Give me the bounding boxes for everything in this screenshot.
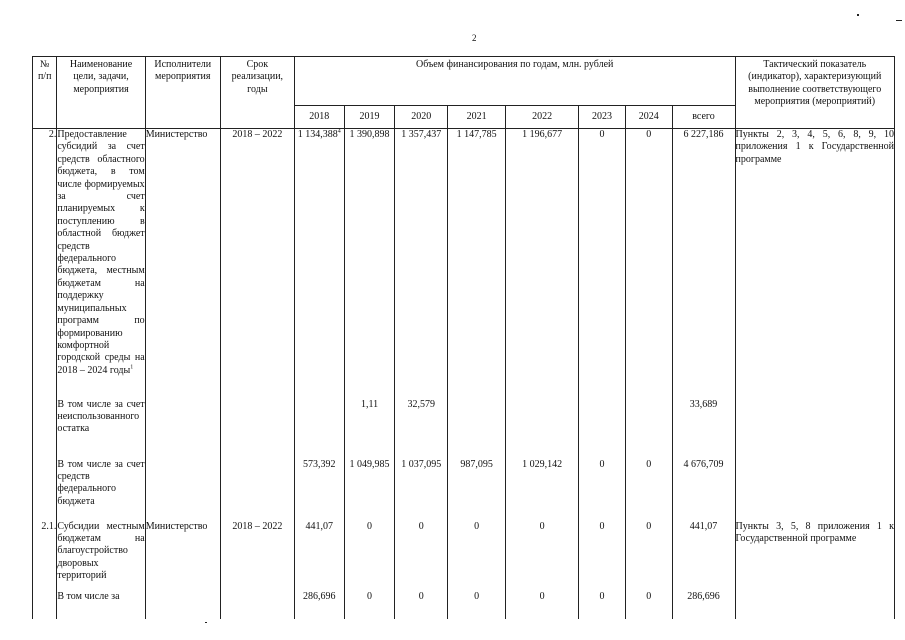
row-number bbox=[33, 399, 57, 459]
term bbox=[220, 459, 294, 521]
total-header: всего bbox=[672, 106, 735, 129]
executor bbox=[145, 459, 220, 521]
value-2023 bbox=[579, 399, 626, 459]
indicator bbox=[735, 399, 895, 459]
value-2019: 1 390,898 bbox=[344, 129, 395, 399]
value-2024: 0 bbox=[625, 459, 672, 521]
value-2019: 0 bbox=[344, 591, 395, 619]
table-row bbox=[33, 129, 895, 399]
table-row bbox=[33, 459, 895, 521]
value-2024: 0 bbox=[625, 521, 672, 591]
year-header: 2022 bbox=[506, 106, 579, 129]
value-2021: 987,095 bbox=[448, 459, 506, 521]
value-2018 bbox=[294, 129, 344, 399]
value-total: 4 676,709 bbox=[672, 459, 735, 521]
year-header: 2019 bbox=[344, 106, 395, 129]
value-2018: 441,07 bbox=[294, 521, 344, 591]
value-2024 bbox=[625, 399, 672, 459]
measure-name: В том числе за счет средств федерального бюджета bbox=[57, 459, 145, 521]
value-2019: 1 049,985 bbox=[344, 459, 395, 521]
value-2023: 0 bbox=[579, 129, 626, 399]
header-indicator: Тактический показатель (индикатор), характеризующий выполнение соответствующего мероприятия (мероприятий) bbox=[735, 57, 895, 129]
row-number bbox=[33, 591, 57, 619]
indicator bbox=[735, 591, 895, 619]
value-2019: 1,11 bbox=[344, 399, 395, 459]
value-2022 bbox=[506, 399, 579, 459]
scan-speck bbox=[896, 20, 902, 21]
header-name: Наименование цели, задачи, мероприятия bbox=[57, 57, 145, 129]
value-2020: 0 bbox=[395, 591, 448, 619]
term: 2018 – 2022 bbox=[220, 521, 294, 591]
value-text: 1 134,388 bbox=[297, 129, 338, 140]
measure-name bbox=[57, 129, 145, 399]
row-number: 2. bbox=[33, 129, 57, 399]
value-total: 441,07 bbox=[672, 521, 735, 591]
year-header: 2023 bbox=[579, 106, 626, 129]
header-row bbox=[33, 57, 895, 106]
value-2018: 573,392 bbox=[294, 459, 344, 521]
indicator bbox=[735, 459, 895, 521]
measure-name: В том числе за bbox=[57, 591, 145, 619]
value-2022: 1 196,677 bbox=[506, 129, 579, 399]
value-2023: 0 bbox=[579, 591, 626, 619]
value-2018: 286,696 bbox=[294, 591, 344, 619]
value-total: 33,689 bbox=[672, 399, 735, 459]
year-header: 2018 bbox=[294, 106, 344, 129]
scan-speck bbox=[205, 622, 207, 623]
value-2021: 0 bbox=[448, 521, 506, 591]
term bbox=[220, 399, 294, 459]
value-2020: 1 037,095 bbox=[395, 459, 448, 521]
table-row bbox=[33, 591, 895, 619]
row-number bbox=[33, 459, 57, 521]
value-total: 286,696 bbox=[672, 591, 735, 619]
value-2020: 32,579 bbox=[395, 399, 448, 459]
executor bbox=[145, 399, 220, 459]
year-header: 2021 bbox=[448, 106, 506, 129]
value-2019: 0 bbox=[344, 521, 395, 591]
value-2021: 1 147,785 bbox=[448, 129, 506, 399]
term: 2018 – 2022 bbox=[220, 129, 294, 399]
table-row bbox=[33, 521, 895, 591]
value-2023: 0 bbox=[579, 521, 626, 591]
value-total: 6 227,186 bbox=[672, 129, 735, 399]
scan-speck bbox=[857, 14, 859, 16]
value-2024: 0 bbox=[625, 129, 672, 399]
indicator: Пункты 3, 5, 8 приложения 1 к Государственной программе bbox=[735, 521, 895, 591]
header-term: Срок реализации, годы bbox=[220, 57, 294, 129]
executor bbox=[145, 591, 220, 619]
value-2020: 0 bbox=[395, 521, 448, 591]
value-2018 bbox=[294, 399, 344, 459]
header-num: № п/п bbox=[33, 57, 57, 129]
footnote-mark: 1 bbox=[130, 364, 134, 371]
page-number: 2 bbox=[472, 33, 477, 43]
footnote-mark: 4 bbox=[337, 128, 341, 135]
measure-name: В том числе за счет неиспользованного остатка bbox=[57, 399, 145, 459]
financing-table bbox=[32, 56, 895, 619]
term bbox=[220, 591, 294, 619]
value-2022: 0 bbox=[506, 591, 579, 619]
value-2021 bbox=[448, 399, 506, 459]
header-executors: Исполнители мероприятия bbox=[145, 57, 220, 129]
year-header: 2020 bbox=[395, 106, 448, 129]
indicator: Пункты 2, 3, 4, 5, 6, 8, 9, 10 приложения 1 к Государственной программе bbox=[735, 129, 895, 399]
measure-name: Субсидии местным бюджетам на благоустройство дворовых территорий bbox=[57, 521, 145, 591]
measure-name-text: Предоставление субсидий за счет средств областного бюджета, в том числе формируемых за счет планируемых к поступлению в областной бюджет средств федерального бюджета, местным бюджетам на поддержку муниципальных программ по формированию комфортной городской среды на 2018 – 2024 годы bbox=[57, 129, 145, 376]
value-2022: 0 bbox=[506, 521, 579, 591]
executor: Министерство bbox=[145, 129, 220, 399]
header-financing: Объем финансирования по годам, млн. рублей bbox=[294, 57, 735, 106]
table-row bbox=[33, 399, 895, 459]
year-header: 2024 bbox=[625, 106, 672, 129]
value-2022: 1 029,142 bbox=[506, 459, 579, 521]
value-2024: 0 bbox=[625, 591, 672, 619]
value-2020: 1 357,437 bbox=[395, 129, 448, 399]
executor: Министерство bbox=[145, 521, 220, 591]
row-number: 2.1. bbox=[33, 521, 57, 591]
value-2023: 0 bbox=[579, 459, 626, 521]
value-2021: 0 bbox=[448, 591, 506, 619]
